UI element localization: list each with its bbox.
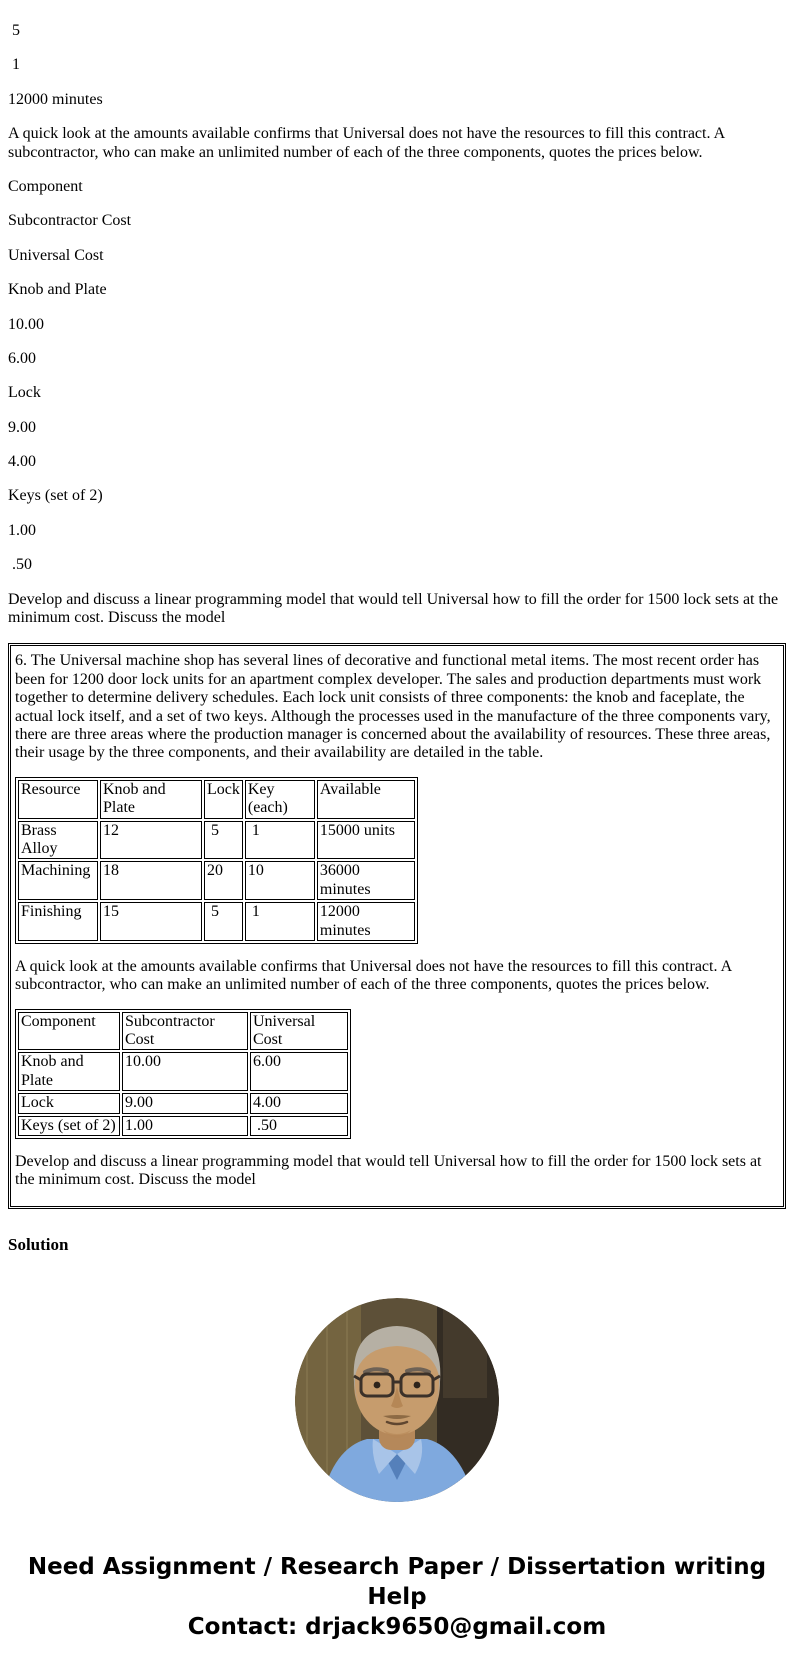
cost-cell: Lock [18,1093,120,1113]
cost-table-header: Subcontractor Cost [122,1012,248,1051]
box-develop-paragraph: Develop and discuss a linear programming model that would tell Universal how to fill the order for 1500 lock sets at the minimum cost. Discuss the model [15,1153,762,1189]
list-line-lock-sub-cost: 9.00 [8,418,36,436]
table-row [18,1052,348,1091]
cost-cell: 4.00 [250,1093,348,1113]
list-line-subcontractor-cost: Subcontractor Cost [8,212,132,230]
top-line-2: 1 [8,56,20,74]
cost-table-header: Universal Cost [250,1012,348,1051]
resource-cell: 5 [204,821,243,860]
list-line-knob-and-plate: Knob and Plate [8,281,107,299]
top-line-1: 5 [8,22,20,39]
resource-cell: 1 [245,821,315,860]
table-row [18,861,415,900]
list-line-knob-sub-cost: 10.00 [8,315,44,333]
list-line-universal-cost: Universal Cost [8,246,104,264]
question-box [8,643,786,1208]
list-line-lock-univ-cost: 4.00 [8,453,36,471]
solution-heading: Solution [8,1234,69,1254]
table-row [18,821,415,860]
cost-table-header: Component [18,1012,120,1051]
cost-cell: Keys (set of 2) [18,1116,120,1136]
list-line-component: Component [8,177,83,195]
resource-table-header: Available [317,780,415,819]
resource-cell: 36000 minutes [317,861,415,900]
resource-cell: Machining [18,861,98,900]
resource-cell: 15 [100,902,202,941]
resource-cell: 12000 minutes [317,902,415,941]
table-row [18,1116,348,1136]
resource-table-header: Lock [204,780,243,819]
question-intro-paragraph: 6. The Universal machine shop has several lines of decorative and functional metal items. The most recent order has been for 1200 door lock units for an apartment complex developer. The sales and production departments must work together to determine delivery schedules. Each lock unit consists of three components: the knob and faceplate, the actual lock itself, and a set of two keys. Although the processes used in the manufacture of the three components vary, there are three areas where the production manager is concerned about the availability of resources. These three areas, their usage by the three components, and their availability are detailed in the table. [15,652,771,762]
cost-table [15,1009,351,1139]
list-line-lock: Lock [8,384,41,402]
table-row [18,902,415,941]
resource-cell: 5 [204,902,243,941]
resource-table-header: Resource [18,780,98,819]
list-line-keys-sub-cost: 1.00 [8,521,36,539]
avatar-wrap [8,1298,786,1502]
list-line-keys-univ-cost: .50 [8,556,32,574]
resource-table-header: Knob and Plate [100,780,202,819]
resource-cell: 15000 units [317,821,415,860]
cost-cell: Knob and Plate [18,1052,120,1091]
box-subcontractor-paragraph: A quick look at the amounts available confirms that Universal does not have the resources to fill this contract. A subcontractor, who can make an unlimited number of each of the three components, quotes the prices below. [15,957,732,994]
cost-cell: 10.00 [122,1052,248,1091]
top-line-3: 12000 minutes [8,90,103,108]
resource-table [15,777,418,944]
develop-paragraph: Develop and discuss a linear programming model that would tell Universal how to fill the order for 1500 lock sets at the minimum cost. Discuss the model [8,590,779,627]
table-row [18,1012,348,1051]
cost-cell: 1.00 [122,1116,248,1136]
table-row [18,1093,348,1113]
question-box-inner [10,645,784,1206]
resource-cell: 18 [100,861,202,900]
cost-cell: 9.00 [122,1093,248,1113]
list-line-keys: Keys (set of 2) [8,487,103,505]
resource-table-header: Key (each) [245,780,315,819]
cost-cell: .50 [250,1116,348,1136]
instructor-photo [295,1298,499,1502]
resource-cell: Brass Alloy [18,821,98,860]
footer-contact-email: Contact: drjack9650@gmail.com [187,1614,607,1641]
list-line-knob-univ-cost: 6.00 [8,349,36,367]
resource-cell: 20 [204,861,243,900]
resource-cell: 1 [245,902,315,941]
resource-cell: 10 [245,861,315,900]
resource-cell: Finishing [18,902,98,941]
subcontractor-paragraph: A quick look at the amounts available confirms that Universal does not have the resources to fill this contract. A subcontractor, who can make an unlimited number of each of the three components, quotes the prices below. [8,125,725,161]
cost-cell: 6.00 [250,1052,348,1091]
resource-cell: 12 [100,821,202,860]
instructor-photo-illustration [295,1298,499,1502]
table-row [18,780,415,819]
footer-heading [18,1552,776,1642]
footer-heading-text: Need Assignment / Research Paper / Dissertation writing Help [27,1554,767,1611]
